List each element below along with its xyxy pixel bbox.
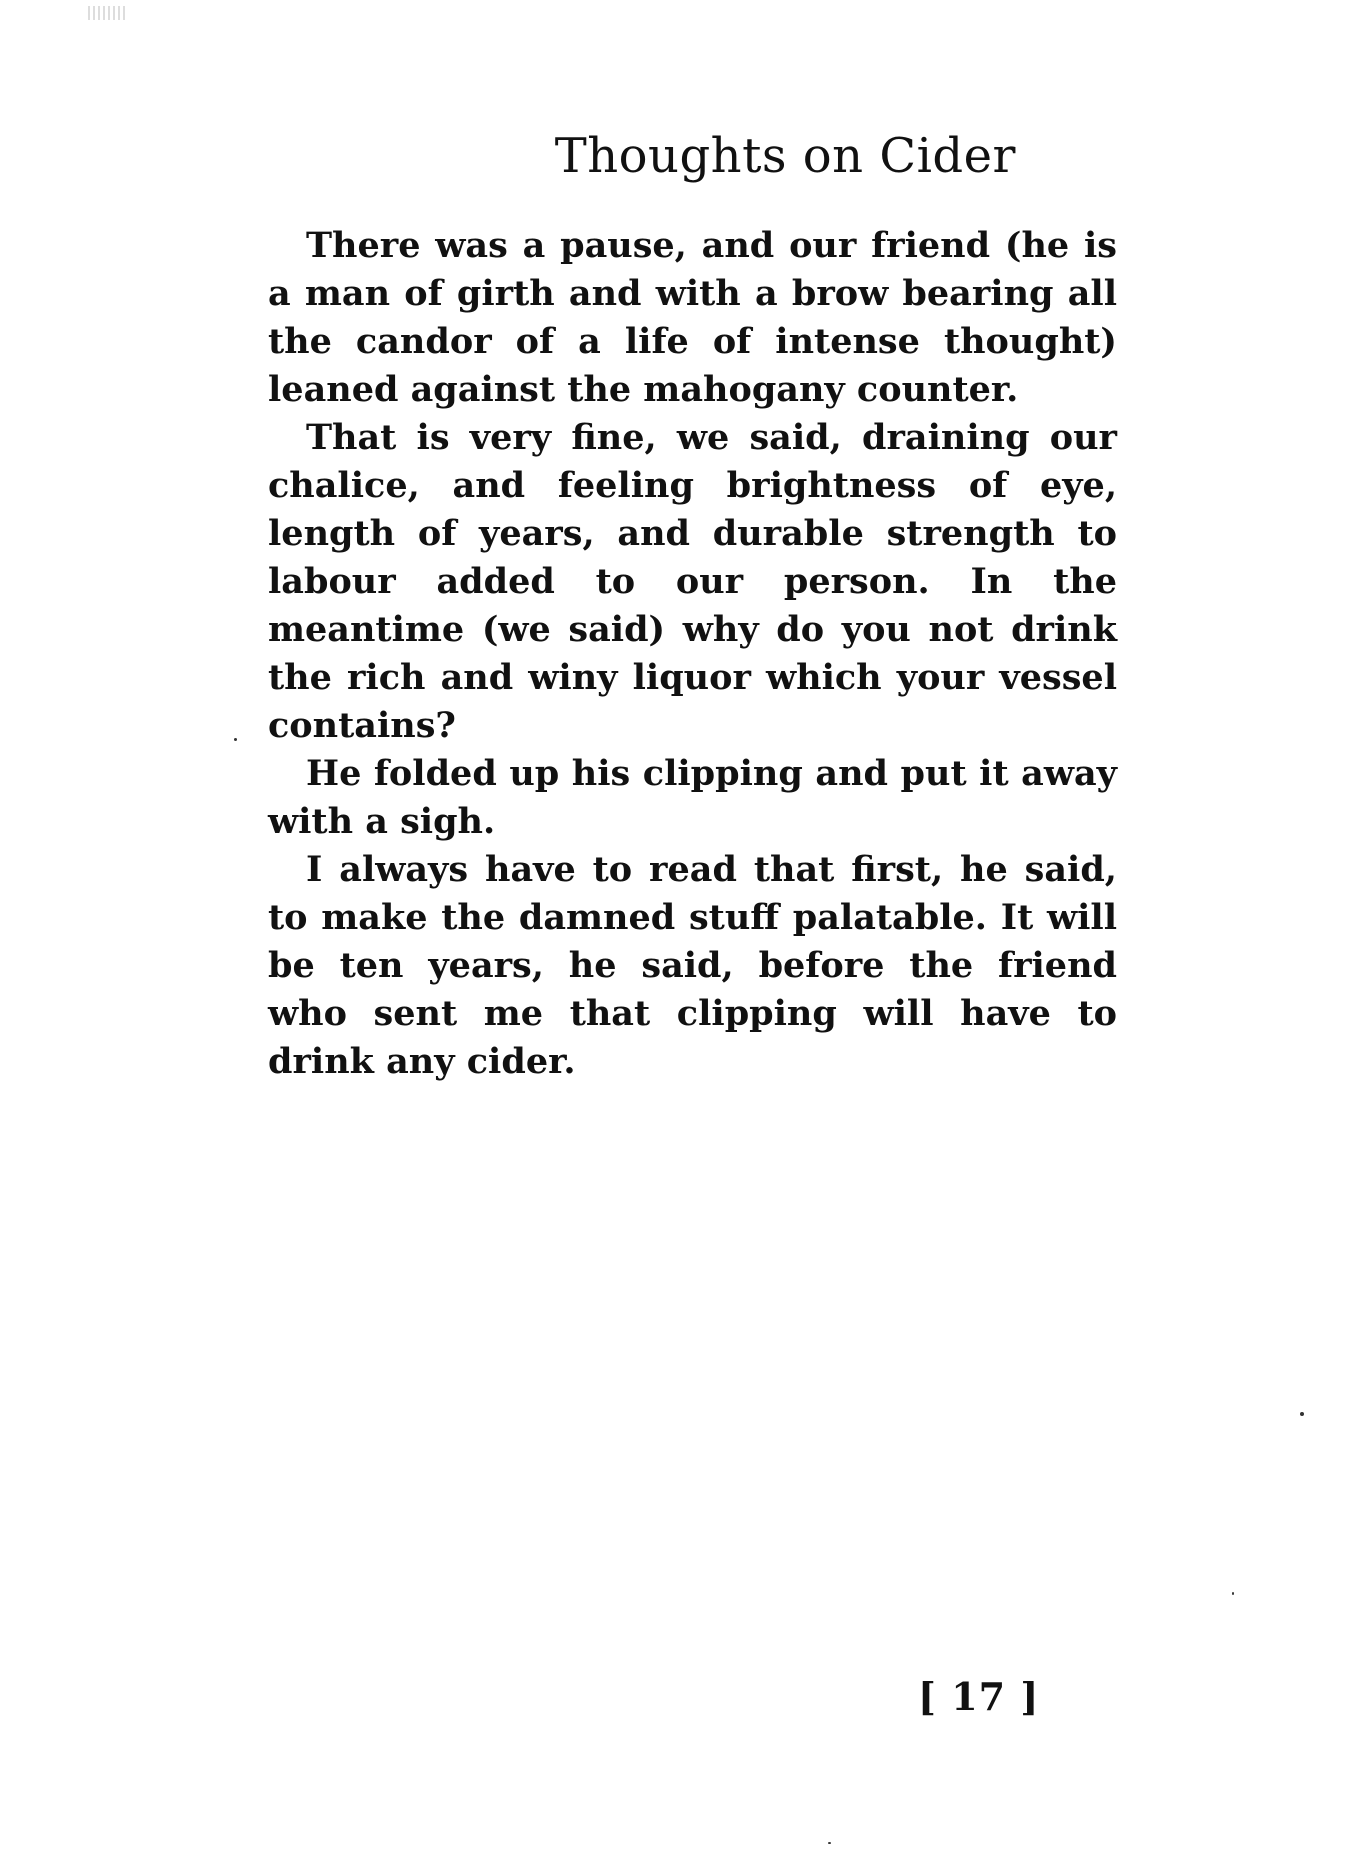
scan-speck (1300, 1412, 1304, 1416)
body-text (268, 222, 1117, 1086)
scan-smudge (88, 6, 128, 20)
paragraph: I always have to read that first, he said, to make the damned stuff palatable. It will be ten years, he said, before the friend who sent me that clipping will have to drink any cider. (268, 849, 1117, 1082)
paragraph: There was a pause, and our friend (he is a man of girth and with a brow bearing all the candor of a life of intense thought) leaned against the mahogany counter. (268, 225, 1117, 410)
scan-speck (1232, 1592, 1234, 1595)
page-number: [ 17 ] (918, 1674, 1040, 1719)
scan-speck (828, 1842, 831, 1844)
scan-speck (234, 738, 237, 741)
running-header: Thoughts on Cider (554, 128, 1016, 184)
paragraph: He folded up his clipping and put it away with a sigh. (268, 753, 1117, 842)
paragraph: That is very fine, we said, draining our chalice, and feeling brightness of eye, length of years, and durable strength to labour added to our person. In the meantime (we said) why do you not drink the rich and winy liquor which your vessel contains? (268, 417, 1117, 746)
